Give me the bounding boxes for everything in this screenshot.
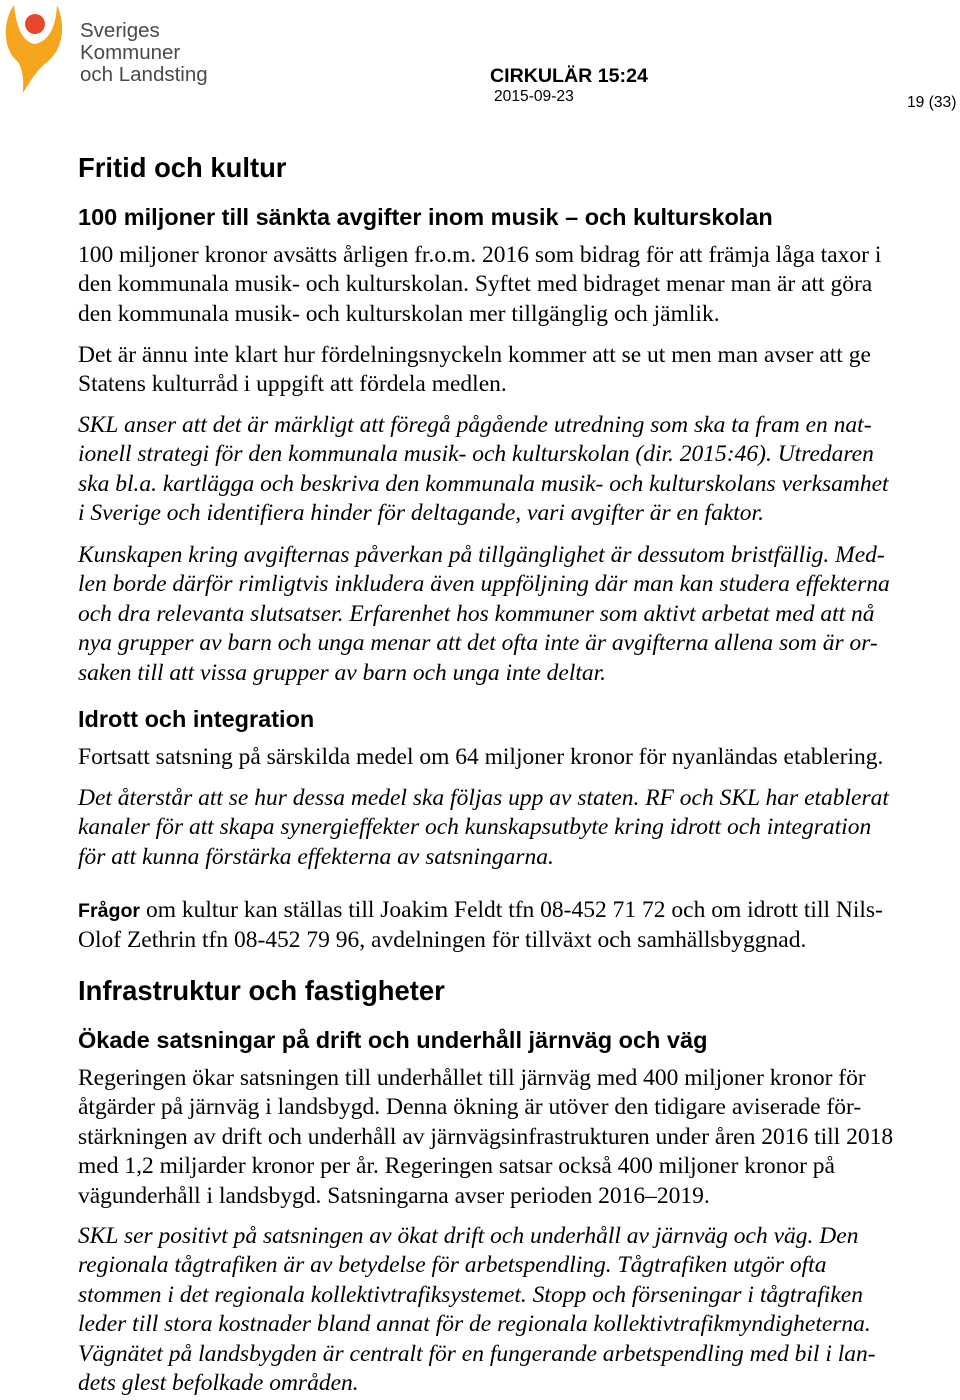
text-line: vägunderhåll i landsbygd. Satsningarna avser perioden 2016–2019. — [78, 1182, 710, 1209]
text-line: åtgärder på järnväg i landsbygd. Denna ökning är utöver den tidigare aviserade för- — [78, 1094, 862, 1121]
circular-date: 2015-09-23 — [494, 88, 574, 105]
text-line: 100 miljoner kronor avsätts årligen fr.o.m. 2016 som bidrag för att främja låga taxor i — [78, 242, 882, 268]
text-line: kanaler för att skapa synergieffekter och kunskapsutbyte kring idrott och integration — [78, 814, 872, 841]
contact-text: om kultur kan ställas till Joakim Feldt tfn 08-452 71 72 och om idrott till Nils- — [145, 897, 883, 923]
section-heading: Infrastruktur och fastigheter — [78, 975, 445, 1006]
text-line: saken till att vissa grupper av barn och unga inte deltar. — [78, 659, 607, 686]
paragraph — [78, 341, 871, 400]
text-line: i Sverige och identifiera hinder för deltagande, vari avgifter är en faktor. — [78, 500, 764, 527]
paragraph — [78, 743, 883, 772]
logo-line-kommuner: Kommuner — [80, 41, 181, 64]
text-line: nya grupper av barn och unga menar att det ofta inte är avgifterna allena som är or- — [78, 630, 878, 657]
text-line: Det återstår att se hur dessa medel ska följas upp av staten. RF och SKL har etablerat — [78, 785, 889, 811]
text-line: len borde därför rimligtvis inkludera även uppföljning där man kan studera effekterna — [78, 571, 890, 598]
logo-wordmark — [80, 19, 208, 86]
subsection-heading: Ökade satsningar på drift och underhåll järnväg och väg — [78, 1027, 708, 1053]
circular-number: CIRKULÄR 15:24 — [490, 65, 648, 87]
text-line: Statens kulturråd i uppgift att fördela medlen. — [78, 371, 507, 398]
text-line: Kunskapen kring avgifternas påverkan på tillgänglighet är dessutom bristfällig. Med- — [78, 542, 885, 568]
skl-logo — [0, 0, 215, 100]
subsection-heading: 100 miljoner till sänkta avgifter inom musik – och kulturskolan — [78, 204, 773, 230]
skl-figure-logo-icon — [6, 5, 62, 93]
logo-dot — [25, 14, 45, 34]
text-line: för att kunna förstärka effekterna av satsningarna. — [78, 843, 554, 870]
text-line: Det är ännu inte klart hur fördelningsnyckeln kommer att se ut men man avser att ge — [78, 342, 871, 368]
text-line: dets glest befolkade områden. — [78, 1370, 359, 1397]
text-line: SKL anser att det är märkligt att föregå pågående utredning som ska ta fram en nat- — [78, 412, 872, 438]
comment-paragraph — [78, 784, 889, 872]
page-number: 19 (33) — [907, 94, 957, 111]
text-line: SKL ser positivt på satsningen av ökat drift och underhåll av järnväg och väg. Den — [78, 1223, 859, 1249]
logo-line-landsting: och Landsting — [80, 63, 208, 86]
text-line: Regeringen ökar satsningen till underhållet till järnväg med 400 miljoner kronor för — [78, 1065, 866, 1091]
text-line: den kommunala musik- och kulturskolan mer tillgänglig och jämlik. — [78, 300, 720, 327]
comment-paragraph — [78, 541, 890, 688]
text-line: Olof Zethrin tfn 08-452 79 96, avdelningen för tillväxt och samhällsbyggnad. — [78, 927, 807, 954]
text-line: Fortsatt satsning på särskilda medel om 64 miljoner kronor för nyanländas etablering. — [78, 744, 884, 770]
text-line: Vägnätet på landsbygden är centralt för en fungerande arbetspendling med bil i lan- — [78, 1340, 876, 1367]
contact-paragraph — [78, 896, 883, 956]
contact-label: Frågor — [78, 900, 141, 922]
paragraph — [78, 1064, 893, 1211]
text-line: ionell strategi för den kommunala musik- och kulturskolan (dir. 2015:46). Utredaren — [78, 441, 874, 468]
subsection-heading: Idrott och integration — [78, 706, 315, 732]
text-line: den kommunala musik- och kulturskolan. Syftet med bidraget menar man är att göra — [78, 271, 873, 298]
text-line: och dra relevanta slutsatser. Erfarenhet hos kommuner som aktivt arbetat med att nå — [78, 600, 875, 627]
text-line — [78, 896, 883, 926]
text-line: leder till stora kostnader bland annat för de regionala kollektivtrafikmyndigheterna. — [78, 1311, 871, 1338]
logo-line-sveriges: Sveriges — [80, 19, 160, 42]
text-line: med 1,2 miljarder kronor per år. Regeringen satsar också 400 miljoner kronor på — [78, 1153, 835, 1180]
text-line: stärkningen av drift och underhåll av järnvägsinfrastrukturen under åren 2016 till 2018 — [78, 1123, 894, 1150]
text-line: regionala tågtrafiken är av betydelse för arbetspendling. Tågtrafiken utgör ofta — [78, 1252, 827, 1279]
comment-paragraph — [78, 1222, 876, 1398]
text-line: ska bl.a. kartlägga och beskriva den kommunala musik- och kulturskolans verksamhet — [78, 470, 889, 497]
comment-paragraph — [78, 411, 889, 529]
text-line: stommen i det regionala kollektivtrafiksystemet. Stopp och förseningar i tågtrafiken — [78, 1281, 863, 1308]
paragraph — [78, 241, 881, 329]
section-heading: Fritid och kultur — [78, 152, 287, 183]
